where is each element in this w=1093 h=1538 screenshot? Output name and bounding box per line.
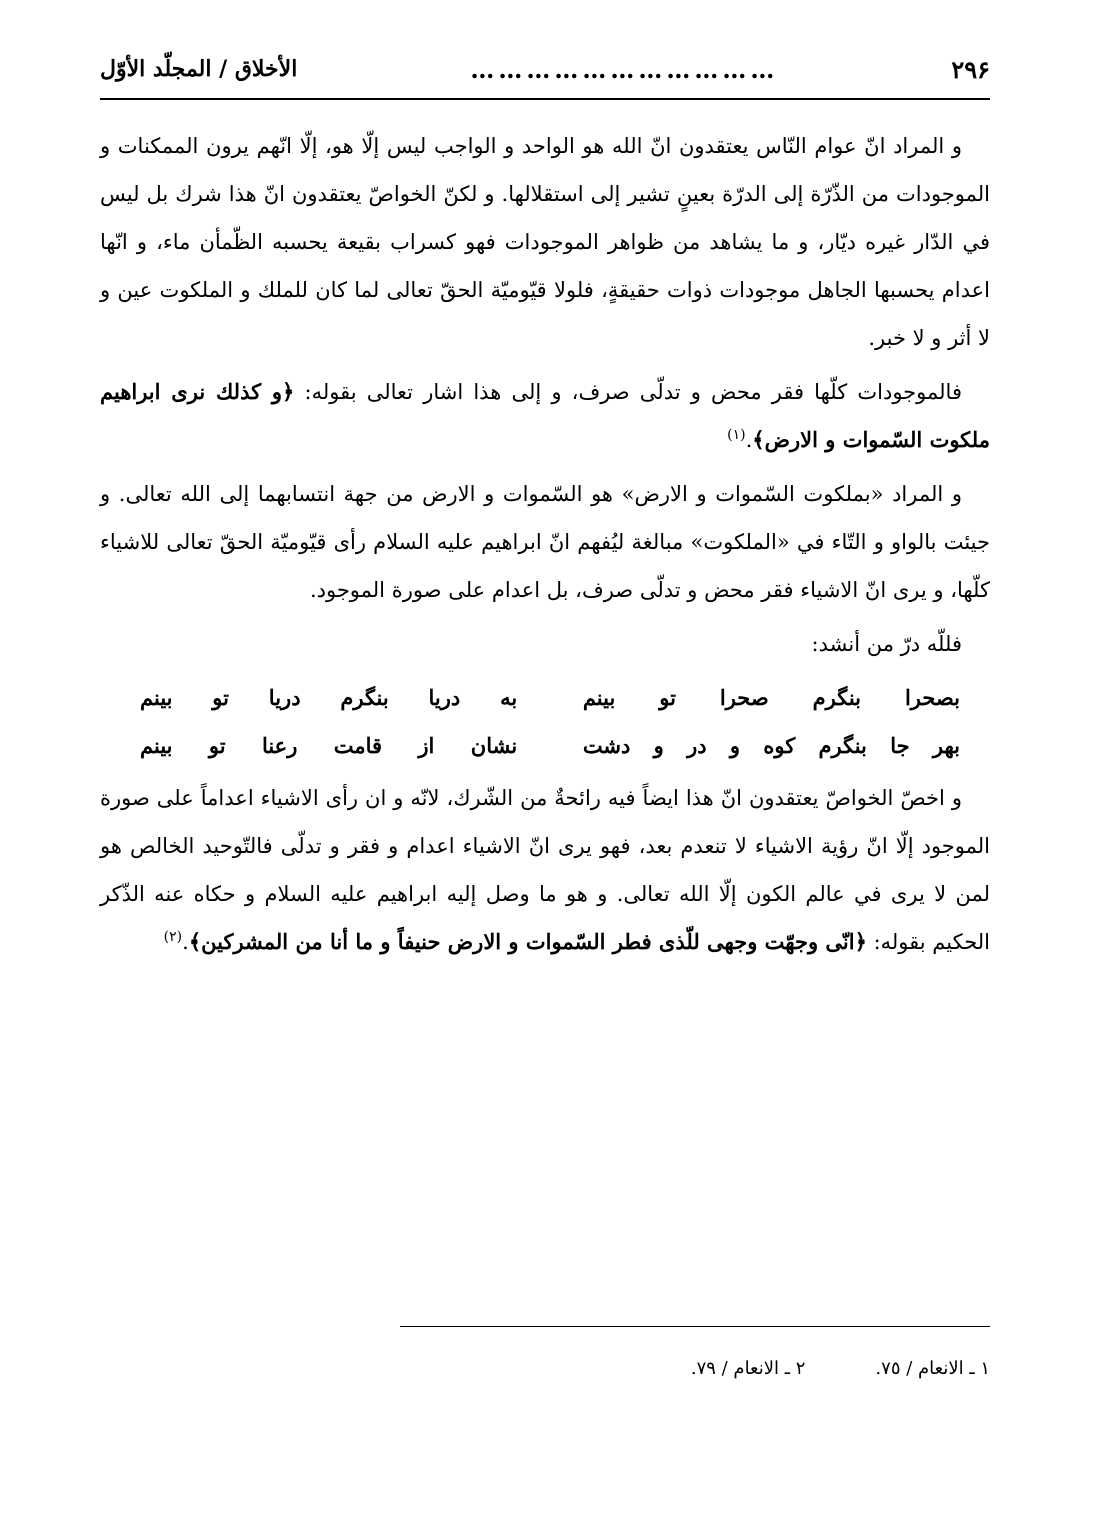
verse-1-second-hemistich: به دريا بنگرم دريا تو بينم	[140, 685, 518, 710]
footnote-2: ٢ ـ الانعام / ٧٩.	[690, 1358, 806, 1379]
paragraph-5	[100, 774, 990, 966]
page-header	[100, 40, 990, 100]
header-dot-leader: ……………………………	[470, 54, 779, 84]
poem-verse-1	[100, 674, 990, 722]
main-text	[100, 122, 990, 966]
paragraph-3: و المراد «بملكوت السّموات و الارض» هو السّموات و الارض من جهة انتسابهما إلى الله تعالى. و جيئت بالواو و التّاء في «الملكوت» مبالغة ليُفهم انّ ابراهيم عليه السلام رأى قيّوميّة الحقّ تعالى للاشياء كلّها، و يرى انّ الاشياء فقر محض و تدلّى صرف، بل اعدام على صورة الموجود.	[100, 482, 990, 602]
quran-quote-2: انّى وجهّت وجهى للّذى فطر السّموات و الارض حنيفاً و ما أنا من المشركين	[201, 929, 855, 954]
quran-close-bracket-2: ﴾	[188, 929, 202, 954]
verse-2-first-hemistich: بهر جا بنگرم كوه و در و دشت	[582, 733, 960, 758]
quran-open-bracket: ﴿	[282, 379, 295, 404]
quran-close-bracket: ﴾	[752, 427, 765, 452]
paragraph-5-end: .	[182, 930, 189, 954]
poem-verse-2	[100, 722, 990, 770]
footnote-1: ١ ـ الانعام / ٧٥.	[875, 1358, 990, 1379]
running-title: الأخلاق / المجلّد الأوّل	[100, 56, 298, 82]
paragraph-1: و المراد انّ عوام النّاس يعتقدون انّ الله هو الواحد و الواجب ليس إلّا هو، إلّا انّهم يرون الممكنات و الموجودات من الذّرّة إلى الدرّة بعينٍ تشير إلى استقلالها. و لكنّ الخواصّ يعتقدون انّ هذا شرك بل ليس في الدّار غيره ديّار، و ما يشاهد من ظواهر الموجودات فهو كسراب بقيعة يحسبه الظّمأن ماء، و انّها اعدام يحسبها الجاهل موجودات ذوات حقيقةٍ، فلولا قيّوميّة الحقّ تعالى لما كان للملك و الملكوت عين و لا أثر و لا خبر.	[100, 134, 990, 350]
footnote-separator	[400, 1326, 990, 1327]
paragraph-2-end: .	[745, 428, 753, 452]
footnote-ref-2: (٢)	[163, 929, 183, 945]
verse-2-second-hemistich: نشان از قامت رعنا تو بينم	[140, 733, 518, 758]
paragraph-4: فللّه درّ من أنشد:	[811, 632, 962, 656]
quran-quote-1: و كذلك نرى ابراهيم ملكوت السّموات و الارض	[100, 379, 990, 452]
poem	[100, 674, 990, 770]
paragraph-2	[100, 368, 990, 464]
document-page	[100, 40, 990, 1500]
footnote-ref-1: (١)	[727, 427, 746, 443]
footnotes	[691, 1358, 990, 1379]
paragraph-5-text: و اخصّ الخواصّ يعتقدون انّ هذا ايضاً فيه رائحةٌ من الشّرك، لانّه و ان رأى الاشياء اعداماً على صورة الموجود إلّا انّ رؤية الاشياء لا تنعدم بعد، فهو يرى انّ الاشياء اعدام و فقر و تدلّى فالتّوحيد الخالص هو لمن لا يرى في عالم الكون إلّا الله تعالى. و هو ما وصل إليه ابراهيم عليه السلام و حكاه عنه الذّكر الحكيم بقوله:	[100, 786, 991, 954]
page-number: ٢٩۶	[951, 54, 990, 84]
verse-1-first-hemistich: بصحرا بنگرم صحرا تو بينم	[582, 685, 960, 710]
paragraph-2-text: فالموجودات كلّها فقر محض و تدلّى صرف، و إلى هذا اشار تعالى بقوله:	[294, 380, 962, 404]
quran-open-bracket-2: ﴿	[854, 929, 867, 954]
